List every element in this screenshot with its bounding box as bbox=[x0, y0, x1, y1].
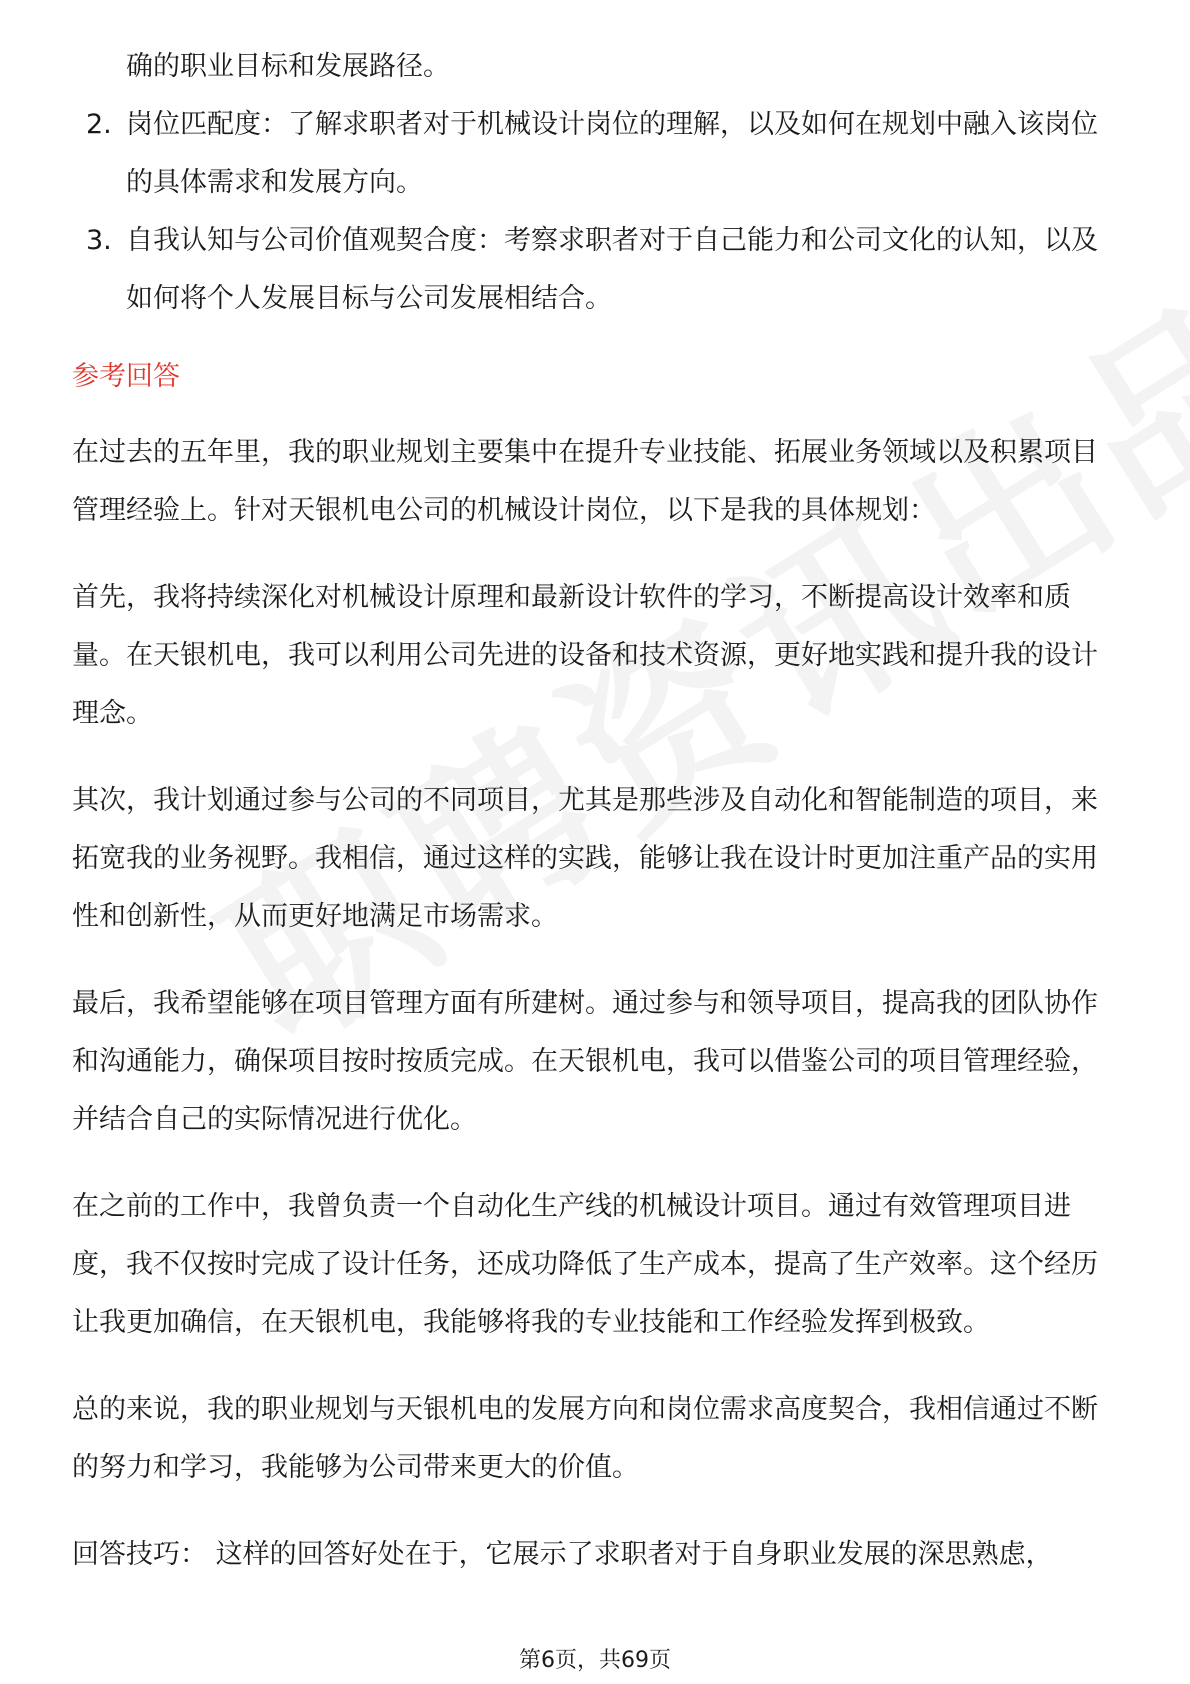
criteria-text: 自我认知与公司价值观契合度：考察求职者对于自己能力和公司文化的认知，以及如何将个人发展目标与公司发展相结合。 bbox=[126, 225, 1098, 314]
criteria-text: 岗位匹配度：了解求职者对于机械设计岗位的理解，以及如何在规划中融入该岗位的具体需求和发展方向。 bbox=[126, 109, 1098, 198]
list-continuation: 确的职业目标和发展路径。 bbox=[126, 51, 450, 82]
criteria-list bbox=[72, 96, 1120, 328]
answer-paragraph: 其次，我计划通过参与公司的不同项目，尤其是那些涉及自动化和智能制造的项目，来拓宽我的业务视野。我相信，通过这样的实践，能够让我在设计时更加注重产品的实用性和创新性，从而更好地满足市场需求。 bbox=[72, 785, 1098, 932]
section-heading: 参考回答 bbox=[72, 361, 180, 392]
answer-paragraph: 首先，我将持续深化对机械设计原理和最新设计软件的学习，不断提高设计效率和质量。在天银机电，我可以利用公司先进的设备和技术资源，更好地实践和提升我的设计理念。 bbox=[72, 582, 1098, 729]
list-number: 3. bbox=[86, 225, 112, 256]
page-footer: 第6页，共69页 bbox=[519, 1648, 671, 1673]
answer-paragraph: 在之前的工作中，我曾负责一个自动化生产线的机械设计项目。通过有效管理项目进度，我不仅按时完成了设计任务，还成功降低了生产成本，提高了生产效率。这个经历让我更加确信，在天银机电，我能够将我的专业技能和工作经验发挥到极致。 bbox=[72, 1191, 1098, 1338]
answer-paragraph: 在过去的五年里，我的职业规划主要集中在提升专业技能、拓展业务领域以及积累项目管理经验上。针对天银机电公司的机械设计岗位，以下是我的具体规划： bbox=[72, 437, 1098, 526]
answer-paragraph: 总的来说，我的职业规划与天银机电的发展方向和岗位需求高度契合，我相信通过不断的努力和学习，我能够为公司带来更大的价值。 bbox=[72, 1394, 1098, 1483]
criteria-item bbox=[72, 212, 1120, 328]
list-number: 2. bbox=[86, 109, 112, 140]
answer-tip: 回答技巧： 这样的回答好处在于，它展示了求职者对于自身职业发展的深思熟虑， bbox=[72, 1539, 1053, 1570]
document-page bbox=[72, 38, 1120, 1584]
answer-paragraph: 最后，我希望能够在项目管理方面有所建树。通过参与和领导项目，提高我的团队协作和沟通能力，确保项目按时按质完成。在天银机电，我可以借鉴公司的项目管理经验，并结合自己的实际情况进行优化。 bbox=[72, 988, 1098, 1135]
criteria-item bbox=[72, 96, 1120, 212]
